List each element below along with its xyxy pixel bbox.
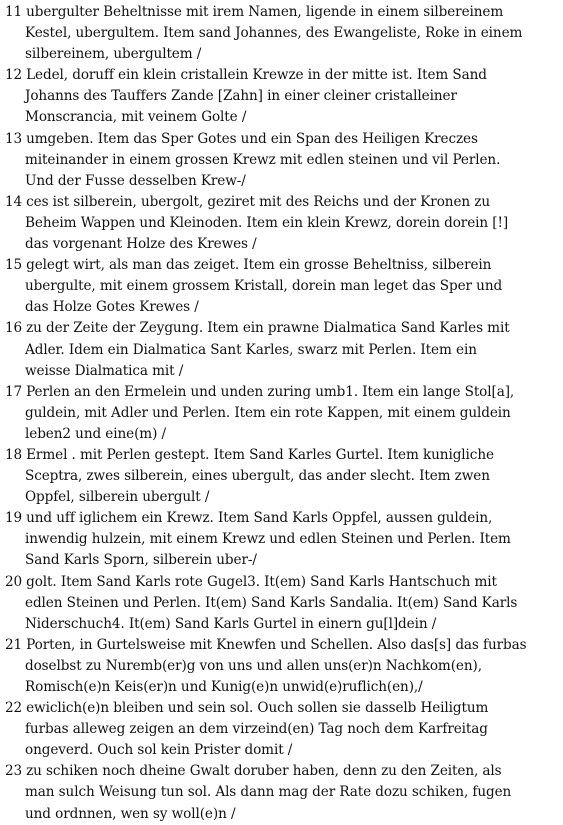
- entry-number: 23: [5, 763, 23, 780]
- entry-text: Beheim Wappen und Kleinoden. Item ein klein Krewz, dorein dorein [!]: [25, 214, 509, 231]
- entry-21: [5, 635, 557, 698]
- entry-text: miteinander in einem grossen Krewz mit edlen steinen und vil Perlen.: [25, 151, 501, 168]
- entry-number: 17: [5, 383, 23, 400]
- entry-text: Sand Karls Sporn, silberein uber-/: [25, 552, 257, 569]
- entry-11: [5, 2, 557, 65]
- entry-text: ces ist silberein, ubergolt, geziret mit des Reichs und der Kronen zu: [26, 193, 490, 210]
- entry-20: [5, 572, 557, 635]
- entry-text: leben2 und eine(m) /: [25, 425, 166, 442]
- entry-17: [5, 382, 557, 445]
- entry-text: gelegt wirt, als man das zeiget. Item ein grosse Beheltniss, silberein: [26, 257, 492, 274]
- entry-text: Ledel, doruff ein klein cristallein Krewze in der mitte ist. Item Sand: [26, 67, 487, 84]
- entry-text: zu schiken noch dheine Gwalt doruber haben, denn zu den Zeiten, als: [26, 763, 502, 780]
- entry-number: 21: [5, 636, 23, 653]
- entry-line: [5, 761, 557, 782]
- entry-text: Und der Fusse desselben Krew-/: [25, 172, 246, 189]
- entry-line: [5, 255, 557, 276]
- entry-line: [5, 234, 557, 255]
- entry-number: 14: [5, 193, 23, 210]
- entry-line: [5, 614, 557, 635]
- entry-line: [5, 466, 557, 487]
- entry-line: [5, 150, 557, 171]
- entry-19: [5, 508, 557, 571]
- entry-text: und uff iglichem ein Krewz. Item Sand Karls Oppfel, aussen guldein,: [26, 510, 493, 527]
- entry-text: ongeverd. Ouch sol kein Prister domit /: [25, 742, 293, 759]
- entry-line: [5, 107, 557, 128]
- entry-line: [5, 297, 557, 318]
- entry-line: [5, 529, 557, 550]
- entry-text: zu der Zeite der Zeygung. Item ein prawne Dialmatica Sand Karles mit: [26, 320, 510, 337]
- entry-line: [5, 445, 557, 466]
- entry-line: [5, 572, 557, 593]
- entry-line: [5, 192, 557, 213]
- entry-text: ewiclich(e)n bleiben und sein sol. Ouch sollen sie dasselb Heiligtum: [26, 700, 489, 717]
- entry-22: [5, 698, 557, 761]
- entry-number: 18: [5, 446, 23, 463]
- entry-text: Niderschuch4. It(em) Sand Karls Gurtel in einern gu[l]dein /: [25, 615, 437, 632]
- entry-23: [5, 761, 557, 824]
- entry-line: [5, 318, 557, 339]
- entry-text: Monscrancia, mit veinem Golte /: [25, 109, 247, 126]
- entry-text: Porten, in Gurtelsweise mit Knewfen und Schellen. Also das[s] das furbas: [26, 636, 527, 653]
- entry-text: golt. Item Sand Karls rote Gugel3. It(em) Sand Karls Hantschuch mit: [26, 573, 497, 590]
- entry-line: [5, 86, 557, 107]
- entry-16: [5, 318, 557, 381]
- entry-line: [5, 656, 557, 677]
- entry-number: 15: [5, 257, 23, 274]
- entry-line: [5, 129, 557, 150]
- entry-text: das vorgenant Holze des Krewes /: [25, 236, 257, 253]
- entry-number: 22: [5, 700, 23, 717]
- entry-line: [5, 2, 557, 23]
- entry-text: doselbst zu Nuremb(er)g von uns und allen uns(er)n Nachkom(en),: [25, 657, 482, 674]
- entry-line: [5, 424, 557, 445]
- entry-line: [5, 487, 557, 508]
- entry-number: 11: [5, 4, 23, 20]
- entry-number: 19: [5, 510, 23, 527]
- entry-text: das Holze Gotes Krewes /: [25, 299, 199, 316]
- entry-number: 13: [5, 130, 23, 147]
- entry-line: [5, 276, 557, 297]
- entry-line: [5, 508, 557, 529]
- entry-line: [5, 23, 557, 44]
- entry-text: ubergulter Beheltnisse mit irem Namen, ligende in einem silbereinem: [26, 4, 504, 20]
- entry-line: [5, 550, 557, 571]
- entry-line: [5, 44, 557, 65]
- entry-text: weisse Dialmatica mit /: [25, 362, 184, 379]
- entry-line: [5, 65, 557, 86]
- entry-text: ubergulte, mit einem grossem Kristall, dorein man leget das Sper und: [25, 278, 503, 295]
- entry-text: Sceptra, zwes silberein, eines ubergult, das ander slecht. Item zwen: [25, 468, 490, 485]
- entry-line: [5, 677, 557, 698]
- entry-line: [5, 593, 557, 614]
- entry-12: [5, 65, 557, 128]
- entry-text: man sulch Weisung tun sol. Als dann mag der Rate dozu schiken, fugen: [25, 784, 512, 801]
- entry-line: [5, 782, 557, 803]
- entry-line: [5, 740, 557, 761]
- entry-line: [5, 719, 557, 740]
- entry-text: inwendig hulzein, mit einem Krewz und edlen Steinen und Perlen. Item: [25, 531, 511, 548]
- entry-line: [5, 361, 557, 382]
- entry-number: 20: [5, 573, 23, 590]
- entry-line: [5, 403, 557, 424]
- entry-13: [5, 129, 557, 192]
- entry-text: Romisch(e)n Keis(er)n und Kunig(e)n unwid(e)ruflich(en),/: [25, 679, 423, 695]
- entry-text: Ermel . mit Perlen gestept. Item Sand Karles Gurtel. Item kunigliche: [26, 446, 494, 463]
- entry-text: guldein, mit Adler und Perlen. Item ein rote Kappen, mit einem guldein: [25, 404, 511, 421]
- entry-text: Oppfel, silberein ubergult /: [25, 489, 210, 506]
- entry-line: [5, 804, 557, 825]
- entry-14: [5, 192, 557, 255]
- entry-text: edlen Steinen und Perlen. It(em) Sand Karls Sandalia. It(em) Sand Karls: [25, 594, 518, 611]
- entry-line: [5, 635, 557, 656]
- entry-15: [5, 255, 557, 318]
- entry-text: Perlen an den Ermelein und unden zuring umb1. Item ein lange Stol[a],: [26, 383, 515, 400]
- entry-text: Adler. Idem ein Dialmatica Sant Karles, swarz mit Perlen. Item ein: [25, 341, 477, 358]
- entry-text: silbereinem, ubergultem /: [25, 46, 202, 63]
- entry-number: 12: [5, 67, 23, 84]
- entry-text: und ordnnen, wen sy woll(e)n /: [25, 805, 236, 822]
- entry-line: [5, 698, 557, 719]
- entry-line: [5, 213, 557, 234]
- entry-text: umgeben. Item das Sper Gotes und ein Span des Heiligen Kreczes: [26, 130, 478, 147]
- entry-line: [5, 171, 557, 192]
- entry-text: Kestel, ubergultem. Item sand Johannes, des Ewangeliste, Roke in einem: [25, 25, 523, 42]
- entry-text: furbas alleweg zeigen an dem virzeind(en) Tag noch dem Karfreitag: [25, 721, 488, 738]
- entry-18: [5, 445, 557, 508]
- entry-line: [5, 340, 557, 361]
- entry-number: 16: [5, 320, 23, 337]
- entry-line: [5, 382, 557, 403]
- entry-text: Johanns des Tauffers Zande [Zahn] in einer cleiner cristalleiner: [25, 88, 457, 105]
